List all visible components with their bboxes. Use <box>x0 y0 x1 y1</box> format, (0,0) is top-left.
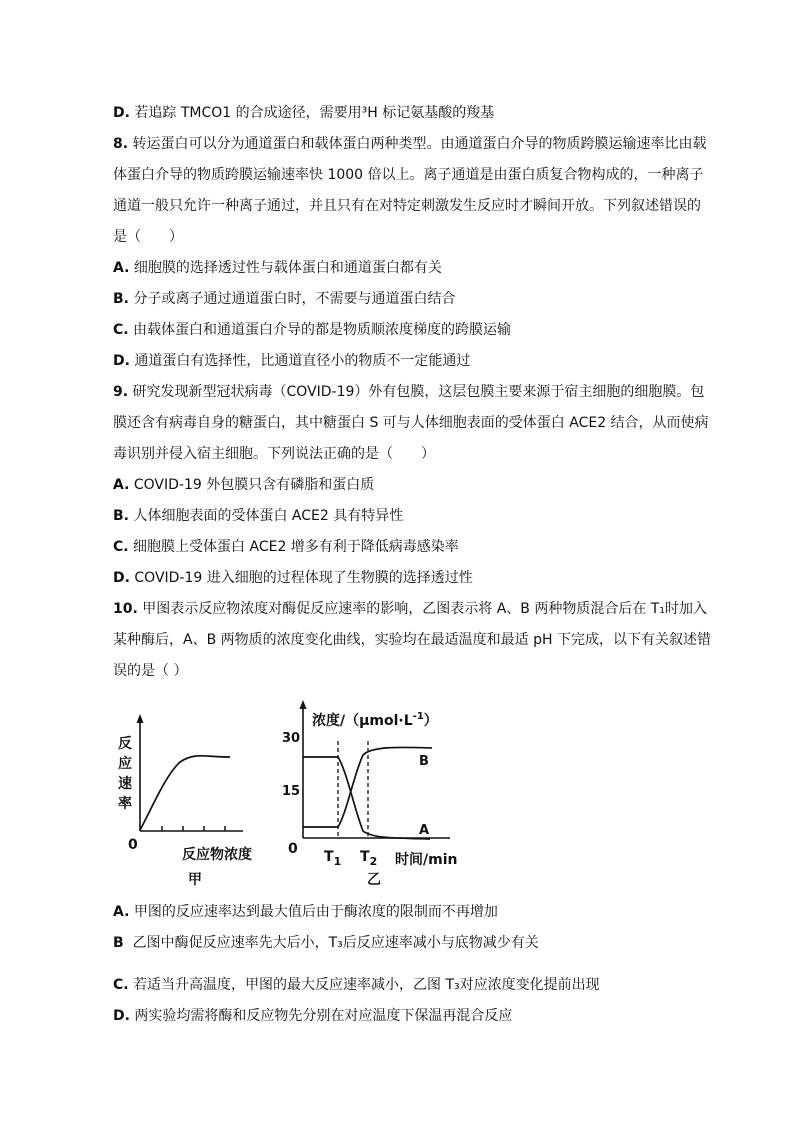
question-stem-8-cont: 通道一般只允许一种离子通过，并且只有在对特定刺激发生反应时才瞬间开放。下列叙述错误的 <box>113 198 701 214</box>
yi-curve-b <box>303 747 432 827</box>
yi-ytick-15: 15 <box>282 784 301 799</box>
figure-graphs <box>110 698 470 893</box>
jia-ylabel-2: 应 <box>118 756 132 772</box>
option-line: B. 分子或离子通过通道蛋白时，不需要与通道蛋白结合 <box>113 291 456 307</box>
yi-t1-label: $T_1$ <box>324 849 342 868</box>
option-line: D. 通道蛋白有选择性，比通道直径小的物质不一定能通过 <box>113 353 471 369</box>
jia-xlabel: 反应物浓度 <box>182 847 252 863</box>
jia-ylabel-4: 率 <box>118 796 132 812</box>
yi-label-b: B <box>419 754 429 769</box>
yi-label-a: A <box>419 823 430 838</box>
question-stem-9-cont: 膜还含有病毒自身的糖蛋白，其中糖蛋白 S 可与人体细胞表面的受体蛋白 ACE2 结合，从而使病 <box>113 415 709 431</box>
question-stem-10: 10. 甲图表示反应物浓度对酶促反应速率的影响，乙图表示将 A、B 两种物质混合后在 T₁时加入 <box>113 601 707 617</box>
option-line: B. 人体细胞表面的受体蛋白 ACE2 具有特异性 <box>113 508 404 524</box>
yi-ylabel: 浓度$/(\mu mol\cdot L^{-1})$ <box>312 711 438 729</box>
jia-origin: 0 <box>128 837 138 853</box>
yi-y-arrow <box>300 700 307 709</box>
option-line: C. 细胞膜上受体蛋白 ACE2 增多有利于降低病毒感染率 <box>113 539 459 555</box>
option-line: C. 若适当升高温度，甲图的最大反应速率减小，乙图 T₃对应浓度变化提前出现 <box>113 977 600 993</box>
option-line: D. 若追踪 TMCO1 的合成途径，需要用³H 标记氨基酸的羧基 <box>113 105 495 121</box>
question-stem-8-cont: 体蛋白介导的物质跨膜运输速率快 1000 倍以上。离子通道是由蛋白质复合物构成的，一种离子 <box>113 167 704 183</box>
option-line: B 乙图中酶促反应速率先大后小，T₃后反应速率减小与底物减少有关 <box>113 935 539 951</box>
option-line: C. 由载体蛋白和通道蛋白介导的都是物质顺浓度梯度的跨膜运输 <box>113 322 512 338</box>
option-line: D. COVID-19 进入细胞的过程体现了生物膜的选择透过性 <box>113 570 473 586</box>
graph-jia <box>118 714 252 888</box>
yi-xlabel: 时间/min <box>395 852 458 868</box>
yi-t2-label: $T_2$ <box>360 849 378 868</box>
jia-curve <box>140 756 230 830</box>
question-stem-9-cont: 毒识别并侵入宿主细胞。下列说法正确的是（ ） <box>113 446 435 462</box>
yi-ytick-30: 30 <box>282 731 301 746</box>
graph-yi <box>282 700 457 888</box>
option-line: A. 细胞膜的选择透过性与载体蛋白和通道蛋白都有关 <box>113 260 442 276</box>
question-stem-8-cont: 是（ ） <box>113 229 183 245</box>
jia-caption: 甲 <box>188 872 202 888</box>
question-stem-8: 8. 转运蛋白可以分为通道蛋白和载体蛋白两种类型。由通道蛋白介导的物质跨膜运输速率比由载 <box>113 136 707 152</box>
question-stem-10-cont: 误的是（ ） <box>113 663 188 679</box>
jia-y-arrow <box>137 714 144 723</box>
jia-ylabel-3: 速 <box>118 776 132 792</box>
option-line: A. COVID-19 外包膜只含有磷脂和蛋白质 <box>113 477 375 493</box>
jia-ylabel-1: 反 <box>118 736 132 752</box>
yi-origin: 0 <box>288 841 298 857</box>
option-line: A. 甲图的反应速率达到最大值后由于酶浓度的限制而不再增加 <box>113 904 498 920</box>
question-stem-9: 9. 研究发现新型冠状病毒（COVID-19）外有包膜，这层包膜主要来源于宿主细胞的细胞膜。包 <box>113 384 705 400</box>
option-line: D. 两实验均需将酶和反应物先分别在对应温度下保温再混合反应 <box>113 1008 513 1024</box>
yi-caption: 乙 <box>367 872 381 888</box>
question-stem-10-cont: 某种酶后，A、B 两物质的浓度变化曲线，实验均在最适温度和最适 pH 下完成，以下有关叙述错 <box>113 632 711 648</box>
